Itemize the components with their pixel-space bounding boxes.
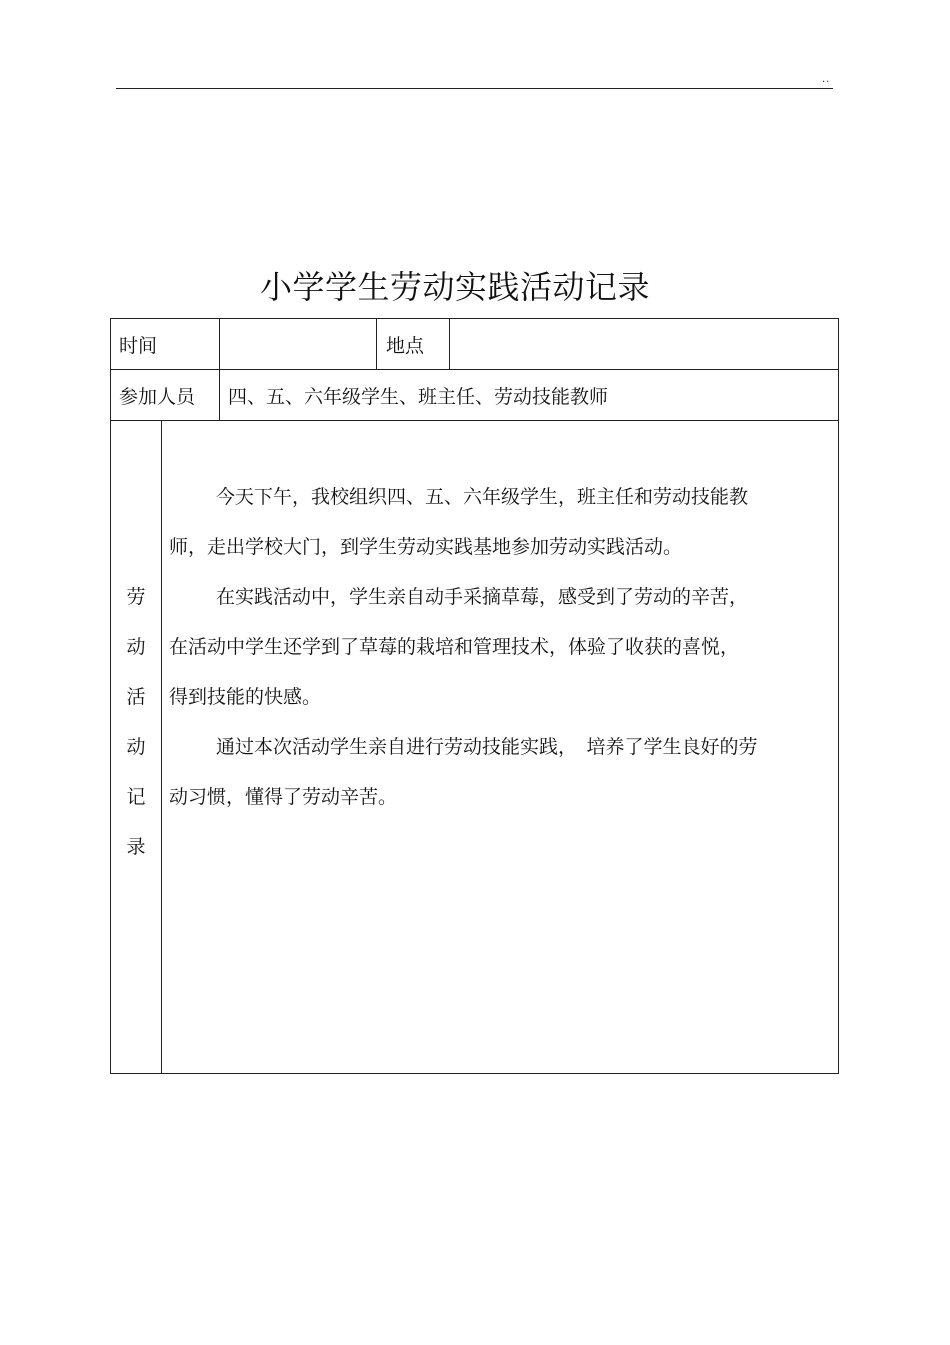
row-participants <box>111 370 838 421</box>
record-line: 师，走出学校大门，到学生劳动实践基地参加劳动实践活动。 <box>169 536 683 558</box>
record-label-char: 动 <box>126 736 146 758</box>
record-body <box>162 421 838 1073</box>
record-line: 通过本次活动学生亲自进行劳动技能实践， 培养了学生良好的劳 <box>216 736 758 758</box>
record-label-char: 录 <box>126 836 146 858</box>
record-line: 在活动中学生还学到了草莓的栽培和管理技术，体验了收获的喜悦， <box>169 636 740 658</box>
location-value-field[interactable] <box>450 319 838 369</box>
record-label-char: 记 <box>126 786 146 808</box>
activity-record-table <box>110 318 839 1074</box>
record-line: 今天下午，我校组织四、五、六年级学生，班主任和劳动技能教 <box>216 486 749 508</box>
record-line: 在实践活动中，学生亲自动手采摘草莓，感受到了劳动的辛苦， <box>216 586 749 608</box>
time-label: 时间 <box>111 319 220 369</box>
document-title: 小学学生劳动实践活动记录 <box>259 268 650 306</box>
record-line: 得到技能的快感。 <box>169 686 322 708</box>
participants-value: 四、五、六年级学生、班主任、劳动技能教师 <box>228 385 609 408</box>
record-side-label <box>111 421 162 1073</box>
location-label: 地点 <box>377 319 450 369</box>
record-label-char: 动 <box>126 636 146 658</box>
participants-label: 参加人员 <box>111 370 220 420</box>
row-time-location <box>111 319 838 370</box>
row-activity-record <box>111 421 838 1073</box>
header-mark: .. <box>822 74 831 85</box>
record-label-char: 劳 <box>126 586 146 608</box>
time-value-field[interactable] <box>220 319 377 369</box>
header-rule <box>116 88 833 89</box>
record-label-char: 活 <box>126 686 146 708</box>
record-line: 动习惯，懂得了劳动辛苦。 <box>169 786 398 808</box>
